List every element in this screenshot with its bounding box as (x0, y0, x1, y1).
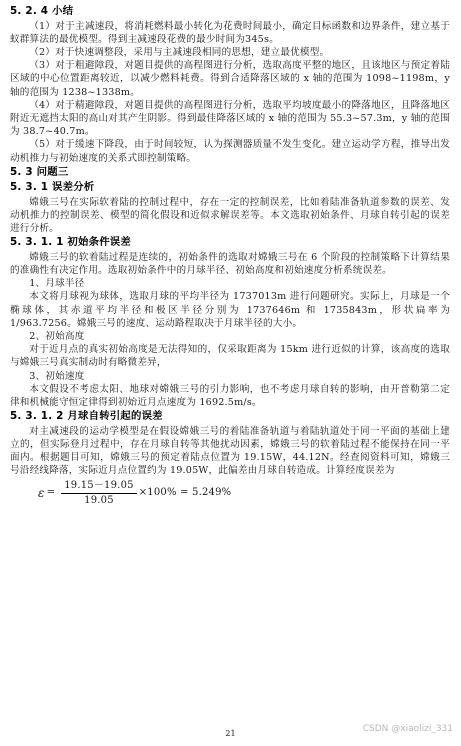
summary-item-5: （5）对于缓速下降段，由于时间较短，认为探测器质量不发生变化。建立运动学方程，推导出发动机推力与初始速度的关系式即控制策略。 (10, 139, 450, 164)
summary-item-2: （2）对于快速调整段，采用与主减速段相同的思想，建立最优模型。 (29, 46, 330, 58)
longitude-error-formula: ε = $\frac{19.15-19.05}{19.05}$ ×100% = 5.249% (38, 479, 232, 506)
csdn-watermark: CSDN @xiaolizi_331 (362, 724, 453, 734)
item-body-initial-velocity: 本文假设不考虑太阳、地球对嫦娥三号的引力影响，也不考虑月球自转的影响，由开普勒第二定律和机械能守恒定律得到初始近月点速度为 1692.5m/s。 (10, 383, 450, 409)
formula-numerator: 19.15－19.05 (61, 480, 136, 494)
page-number: 21 (225, 729, 236, 738)
error-analysis-paragraph: 嫦娥三号在实际软着陆的控制过程中，存在一定的控制误差，比如着陆准备轨道参数的误差、发动机推力的控制误差、模型的简化假设和近似求解误差等。本文选取初始条件、月球自转引起的误差进行分析。 (10, 196, 450, 235)
formula-symbol: ε (38, 486, 45, 501)
summary-item-1: （1）对于主减速段，将消耗燃料最小转化为花费时间最小，确定目标函数和边界条件，建立基于蚁群算法的最优模型。得到主减速段花费的最少时间为345s。 (10, 20, 450, 45)
formula-fraction (61, 480, 136, 507)
summary-item-3: （3）对于粗避障段，对题目提供的高程图进行分析，选取高度平整的地区，且该地区与预定着陆区域的中心位置距离较近，以减少燃料耗费。得到合适降落区域的 x 轴的范围为 1098~1198m，y 轴的范围为 1238~1338m。 (10, 60, 450, 98)
section-heading-5-3-1-1: 5. 3. 1. 1 初始条件误差 (10, 236, 131, 249)
initial-conditions-intro: 嫦娥三号的软着陆过程是连续的，初始条件的选取对嫦娥三号在 6 个阶段的控制策略下计算结果的准确性有决定作用。选取初始条件中的月球半径、初始高度和初始速度分析系统误差。 (10, 251, 450, 277)
body-text (10, 4, 450, 507)
item-title-moon-radius: 1、月球半径 (29, 278, 85, 290)
item-title-initial-height: 2、初始高度 (29, 331, 85, 343)
formula-denominator: 19.05 (84, 494, 114, 506)
section-heading-5-3: 5. 3 问题三 (10, 165, 69, 178)
section-heading-5-3-1-2: 5. 3. 1. 2 月球自转引起的误差 (10, 410, 163, 423)
section-heading-5-2-4: 5. 2. 4 小结 (10, 5, 74, 17)
item-title-initial-velocity: 3、初始速度 (29, 370, 85, 382)
formula-result: ×100% = 5.249% (138, 487, 232, 499)
section-heading-5-3-1: 5. 3. 1 误差分析 (10, 181, 95, 194)
item-body-initial-height: 对于近月点的真实初始高度是无法得知的，仅采取距离为 15km 进行近似的计算，该高度的选取与嫦娥三号真实制动时有略微差异， (10, 344, 450, 369)
item-body-moon-radius: 本文将月球视为球体，选取月球的平均半径为 1737013m 进行问题研究。实际上，月球是一个椭球体，其赤道平均半径和极区半径分别为 1737646m 和 1735843m，形状扁率为 1/963.7256。嫦娥三号的速度、运动路程取决于月球半径的大小。 (10, 291, 450, 329)
summary-item-4: （4）对于精避障段，对题目提供的高程图进行分析，选取平均坡度最小的降落地区，且降落地区附近无遮挡太阳的高山对其产生阴影。得到最佳降落区域的 x 轴的范围为 55.3~57.3m，y 轴的范围为 38.7~40.7m。 (10, 99, 450, 138)
rotation-error-paragraph: 对主减速段的运动学模型是在假设嫦娥三号的着陆准备轨道与着陆轨道处于同一平面的基础上建立的，但实际登月过程中，存在月球自转等其他扰动因素，嫦娥三号的软着陆过程不能保持在同一平面内。根据题目可知，嫦娥三号的预定着陆点位置为 19.15W，44.12N。经查阅资料可知，嫦娥三号沿经线降落，实际近月点位置约为 19.05W，此偏差由月球自转造成。计算经度误差为 (10, 425, 450, 477)
